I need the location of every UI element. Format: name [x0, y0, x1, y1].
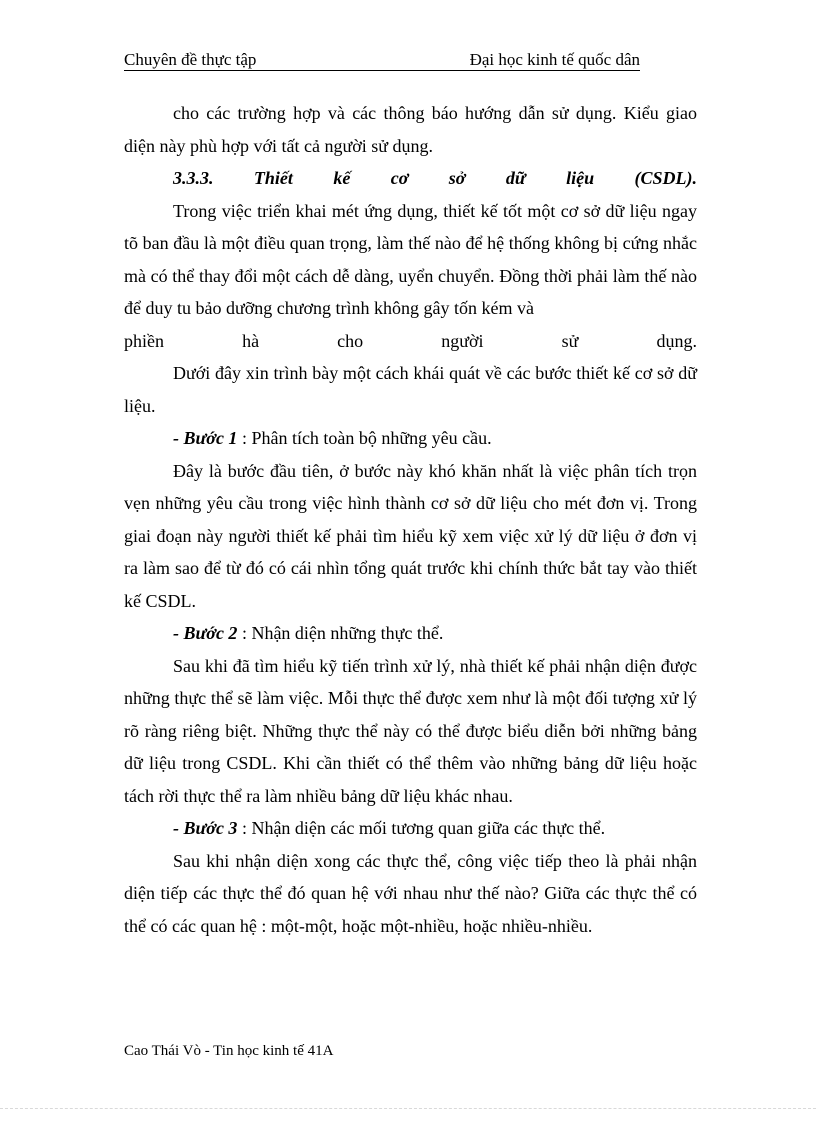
- intro-line-2: diện này phù hợp với tất cả người sử dụng.: [124, 135, 434, 156]
- paragraph-4: Sau khi đã tìm hiểu kỹ tiến trình xử lý, nhà thiết kế phải nhận diện được những thực thể sẽ làm việc. Mỗi thực thể được xem như là một đối tượng xử lý rõ ràng riêng biệt. Những thực thể này có thể được biểu diễn bởi những bảng dữ liệu trong CSDL. Khi cần thiết có thể thêm vào những bảng dữ liệu hoặc tách rời thực thể ra làm nhiều bảng dữ liệu khác nhau.: [124, 655, 697, 806]
- step-2-text: : Nhận diện những thực thể.: [237, 623, 444, 643]
- paragraph-1: Trong việc triển khai mét ứng dụng, thiết kế tốt một cơ sở dữ liệu ngay tõ ban đầu là một điều quan trọng, làm thế nào để hệ thống không bị cứng nhắc mà có thể thay đổi một cách dễ dàng, uyển chuyển. Đồng thời phải làm thế nào để duy tu bảo dưỡng chương trình không gây tốn kém và: [124, 200, 697, 318]
- step-1: [124, 422, 697, 455]
- step-3-label: - Bước 3: [173, 818, 238, 838]
- step-3-text: : Nhận diện các mối tương quan giữa các thực thể.: [237, 818, 606, 838]
- section-heading: 3.3.3. Thiết kế cơ sở dữ liệu (CSDL).: [173, 168, 697, 188]
- paragraph-2: Dưới đây xin trình bày một cách khái quát về các bước thiết kế cơ sở dữ liệu.: [124, 363, 697, 416]
- header-left-title: Chuyên đề thực tập: [124, 50, 257, 69]
- page-edge-divider: [0, 1108, 816, 1109]
- step-3: [124, 812, 697, 845]
- step-2-label: - Bước 2: [173, 623, 238, 643]
- page-header: [124, 50, 640, 71]
- step-1-text: : Phân tích toàn bộ những yêu cầu.: [237, 428, 492, 448]
- header-right-title: Đại học kinh tế quốc dân: [469, 50, 640, 69]
- paragraph-5: Sau khi nhận diện xong các thực thể, công việc tiếp theo là phải nhận diện tiếp các thực thể đó quan hệ với nhau như thế nào? Giữa các thực thể có thể có các quan hệ : một-một, hoặc một-nhiều, hoặc nhiều-nhiều.: [124, 850, 697, 936]
- page-footer: Cao Thái Vò - Tin học kinh tế 41A: [124, 1043, 334, 1059]
- document-body: [124, 97, 697, 942]
- paragraph-3: Đây là bước đầu tiên, ở bước này khó khăn nhất là việc phân tích trọn vẹn những yêu cầu trong việc hình thành cơ sở dữ liệu cho mét đơn vị. Trong giai đoạn này người thiết kế phải tìm hiểu kỹ xem việc xử lý dữ liệu ở đơn vị ra làm sao để từ đó có cái nhìn tổng quát trước khi chính thức bắt tay vào thiết kế CSDL.: [124, 460, 697, 611]
- paragraph-1-last-line: phiền hà cho người sử dụng.: [124, 330, 697, 351]
- intro-line-1: cho các trường hợp và các thông báo hướng dẫn sử dụng. Kiểu giao: [173, 103, 697, 123]
- step-1-label: - Bước 1: [173, 428, 238, 448]
- step-2: [124, 617, 697, 650]
